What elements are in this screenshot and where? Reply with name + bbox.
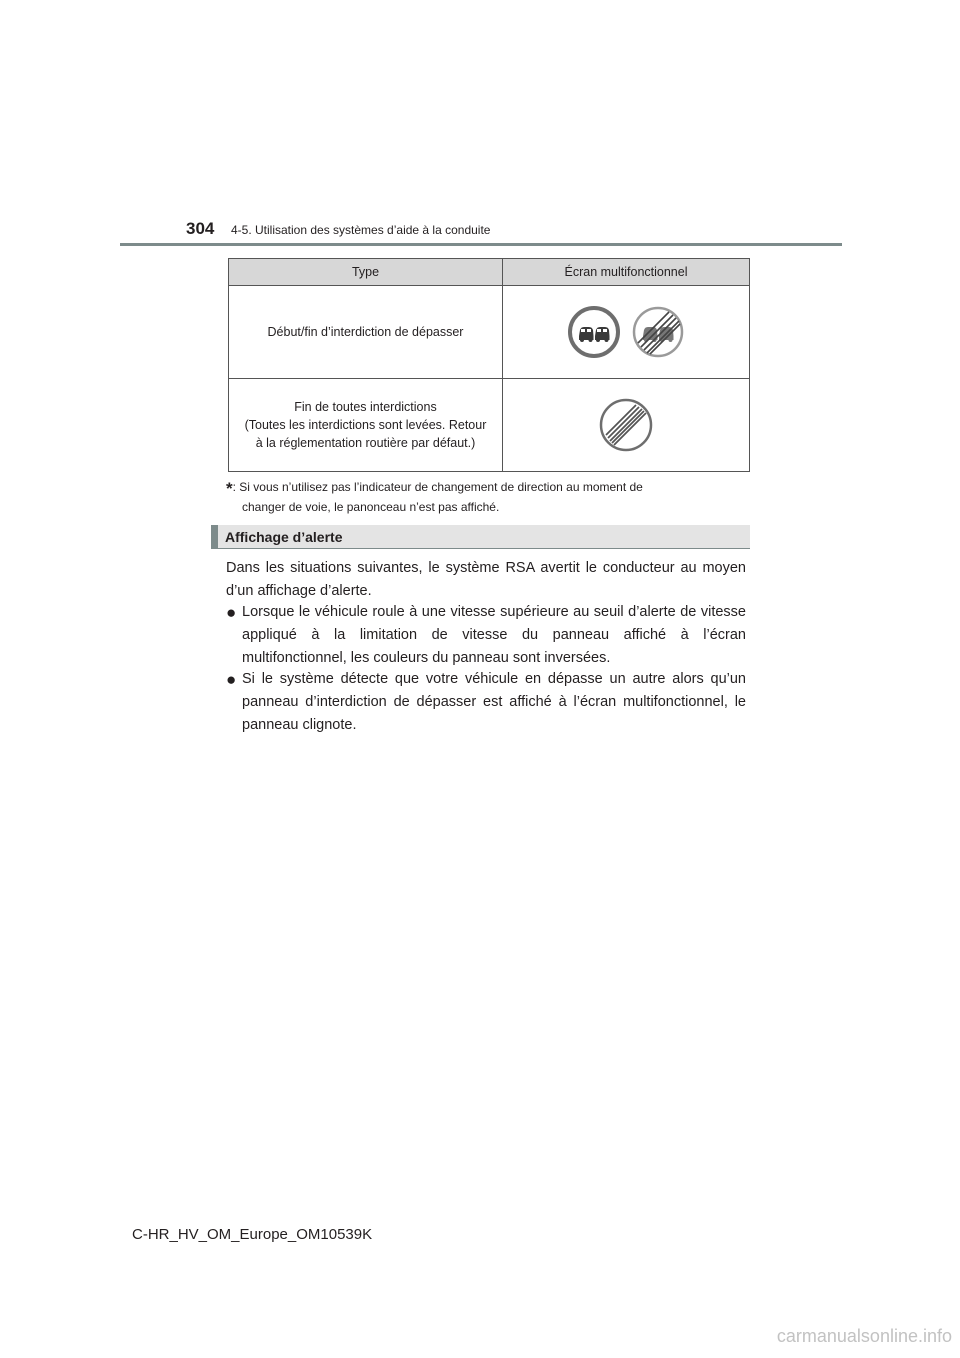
row-label-line: à la réglementation routière par défaut.) [255,436,476,450]
sign-cell [503,286,750,379]
signs-table [228,258,750,472]
bullet-icon: ● [226,603,237,622]
document-code: C-HR_HV_OM_Europe_OM10539K [132,1226,373,1243]
row-label-line: (Toutes les interdictions sont levées. Retour [244,418,487,432]
section-heading [211,525,750,549]
footnote-marker: * [226,479,233,498]
end-no-overtaking-sign-icon [632,306,684,358]
row-label-line: Fin de toutes interdictions [294,400,437,414]
section-heading-label: Affichage d’alerte [225,529,343,545]
section-title: 4-5. Utilisation des systèmes d’aide à la conduite [231,223,491,237]
footnote [226,478,746,516]
list-item [226,668,746,737]
bullet-icon: ● [226,670,237,689]
watermark: carmanualsonline.info [776,1326,952,1346]
row-label: Début/fin d’interdiction de dépasser [229,286,503,379]
footnote-text: : Si vous n’utilisez pas l’indicateur de changement de direction au moment de [232,480,643,494]
table-row [229,379,750,472]
no-overtaking-sign-icon [568,306,620,358]
table-header-row [229,259,750,286]
end-all-restrictions-sign-icon [599,398,653,452]
column-header-type: Type [229,259,503,286]
page-number: 304 [186,219,215,238]
header-rule [120,243,842,246]
row-label [229,379,503,472]
intro-paragraph: Dans les situations suivantes, le système RSA avertit le conducteur au moyen d’un affichage d’alerte. [226,560,746,599]
sign-cell [503,379,750,472]
list-item-text: Lorsque le véhicule roule à une vitesse supérieure au seuil d’alerte de vitesse appliqué à la limitation de vitesse du panneau affiché à l’écran multifonctionnel, les couleurs du panneau sont inversées. [242,604,746,666]
column-header-screen: Écran multifonctionnel [503,259,750,286]
table-row [229,286,750,379]
list-item-text: Si le système détecte que votre véhicule en dépasse un autre alors qu’un panneau d’interdiction de dépasser est affiché à l’écran multifonctionnel, le panneau clignote. [242,671,746,733]
footnote-text-continued: changer de voie, le panonceau n’est pas affiché. [242,500,500,514]
list-item [226,601,746,670]
